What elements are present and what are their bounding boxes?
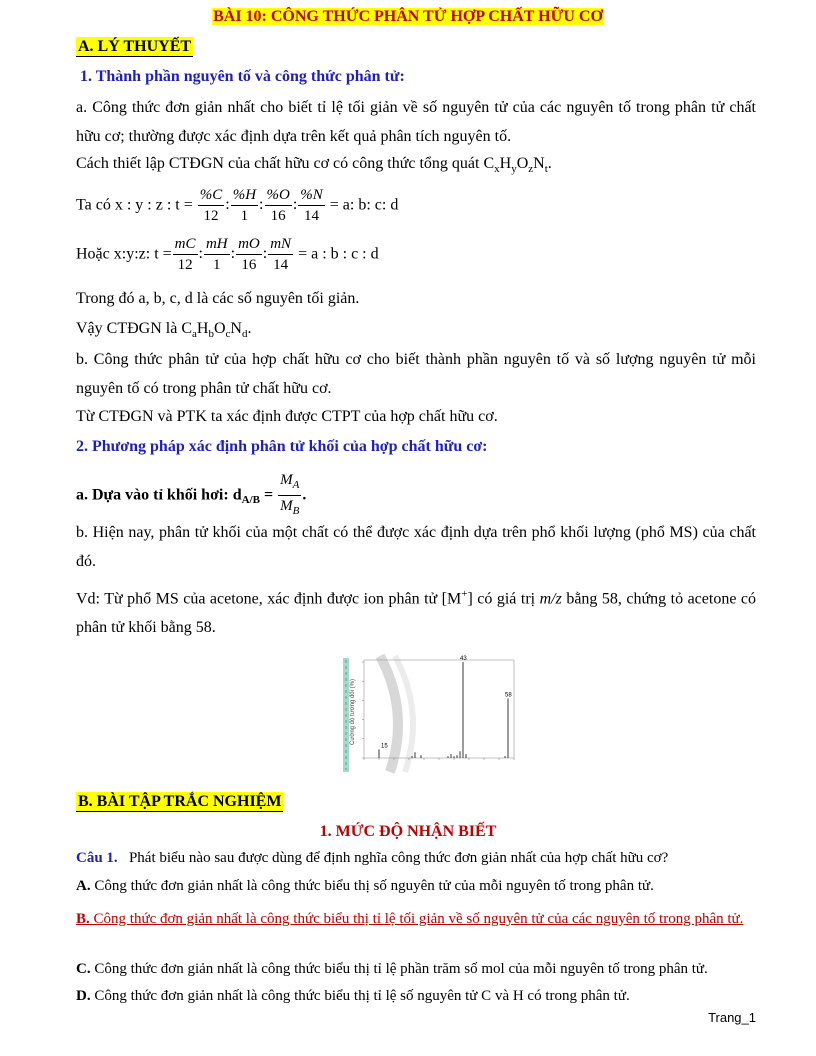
answer-b: B. Công thức đơn giản nhất là công thức biểu thị tỉ lệ tối giản về số nguyên tử của các nguyên tố trong phân tử.: [76, 911, 744, 927]
peak-label: 43: [460, 656, 467, 662]
para-b: b. Công thức phân tử của hợp chất hữu cơ cho biết thành phần nguyên tố và số lượng nguyên tử mỗi nguyên tố có trong phân tử chất hữu cơ.: [76, 351, 756, 397]
para-b2: b. Hiện nay, phân tử khối của một chất có thể được xác định dựa trên phổ khối lượng (phổ MS) của chất đó.: [76, 524, 756, 570]
heading-2: 2. Phương pháp xác định phân tử khối của hợp chất hữu cơ:: [76, 438, 488, 455]
formula-1: Ta có x : y : z : t = $\frac{\%C}{12}$ : $\frac{\%H}{1}$ : $\frac{\%O}{16}$ : $\frac{\%N}{14}$ = a: b: c: d: [76, 187, 399, 224]
page-number: Trang_1: [708, 1010, 756, 1025]
answer-a: A. Công thức đơn giản nhất là công thức biểu thị số nguyên tử của mỗi nguyên tố trong phân tử.: [76, 878, 654, 894]
question-1: Câu 1. Phát biểu nào sau được dùng để định nghĩa công thức đơn giản nhất của hợp chất hữu cơ?: [76, 850, 669, 866]
level-1-heading: 1. MỨC ĐỘ NHẬN BIẾT: [319, 823, 497, 840]
para-trongdo: Trong đó a, b, c, d là các số nguyên tối giản.: [76, 290, 360, 307]
formula-2: Hoặc x:y:z: t = $\frac{mC}{12}$ : $\frac{mH}{1}$ : $\frac{mO}{16}$ : $\frac{mN}{14}$ = a : b : c : d: [76, 236, 379, 273]
section-b-heading: B. BÀI TẬP TRẮC NGHIỆM: [78, 793, 282, 810]
peak-label: 15: [381, 743, 388, 750]
decorative-arc: [380, 656, 398, 772]
peak-label: 58: [505, 692, 512, 699]
answer-d: D. Công thức đơn giản nhất là công thức biểu thị tỉ lệ số nguyên tử C và H có trong phân tử.: [76, 988, 630, 1004]
para-cach: Cách thiết lập CTĐGN của chất hữu cơ có công thức tổng quát $C_xH_yO_zN_t$.: [76, 155, 552, 176]
ti-khoi-formula: a. Dựa vào tỉ khối hơi: $d_{A/B}$ = $\frac{M_A}{M_B}$ .: [76, 472, 307, 517]
section-a-heading: A. LÝ THUYẾT: [78, 38, 192, 55]
answer-c: C. Công thức đơn giản nhất là công thức biểu thị tỉ lệ phần trăm số mol của mỗi nguyên tố trong phân tử.: [76, 961, 708, 977]
y-axis-label: Cường độ tương đối (%): [350, 679, 356, 745]
para-vay: Vậy CTĐGN là $C_aH_bO_cN_d$.: [76, 320, 252, 341]
ms-spectrum-svg: [340, 652, 520, 774]
para-tu: Từ CTĐGN và PTK ta xác định được CTPT của hợp chất hữu cơ.: [76, 408, 498, 425]
para-vd: Vd: Từ phổ MS của acetone, xác định được ion phân tử [M+] có giá trị m/z bằng 58, chứng tỏ acetone có phân tử khối bằng 58.: [76, 588, 757, 637]
ms-spectrum-chart: [340, 652, 520, 774]
para-a: a. Công thức đơn giản nhất cho biết tỉ lệ tối giản về số nguyên tử của các nguyên tố trong phân tử chất hữu cơ; thường được xác định dựa trên kết quả phân tích nguyên tố.: [76, 99, 756, 145]
page-title: BÀI 10: CÔNG THỨC PHÂN TỬ HỢP CHẤT HỮU CƠ: [213, 8, 603, 25]
heading-1: 1. Thành phần nguyên tố và công thức phân tử:: [80, 68, 405, 85]
